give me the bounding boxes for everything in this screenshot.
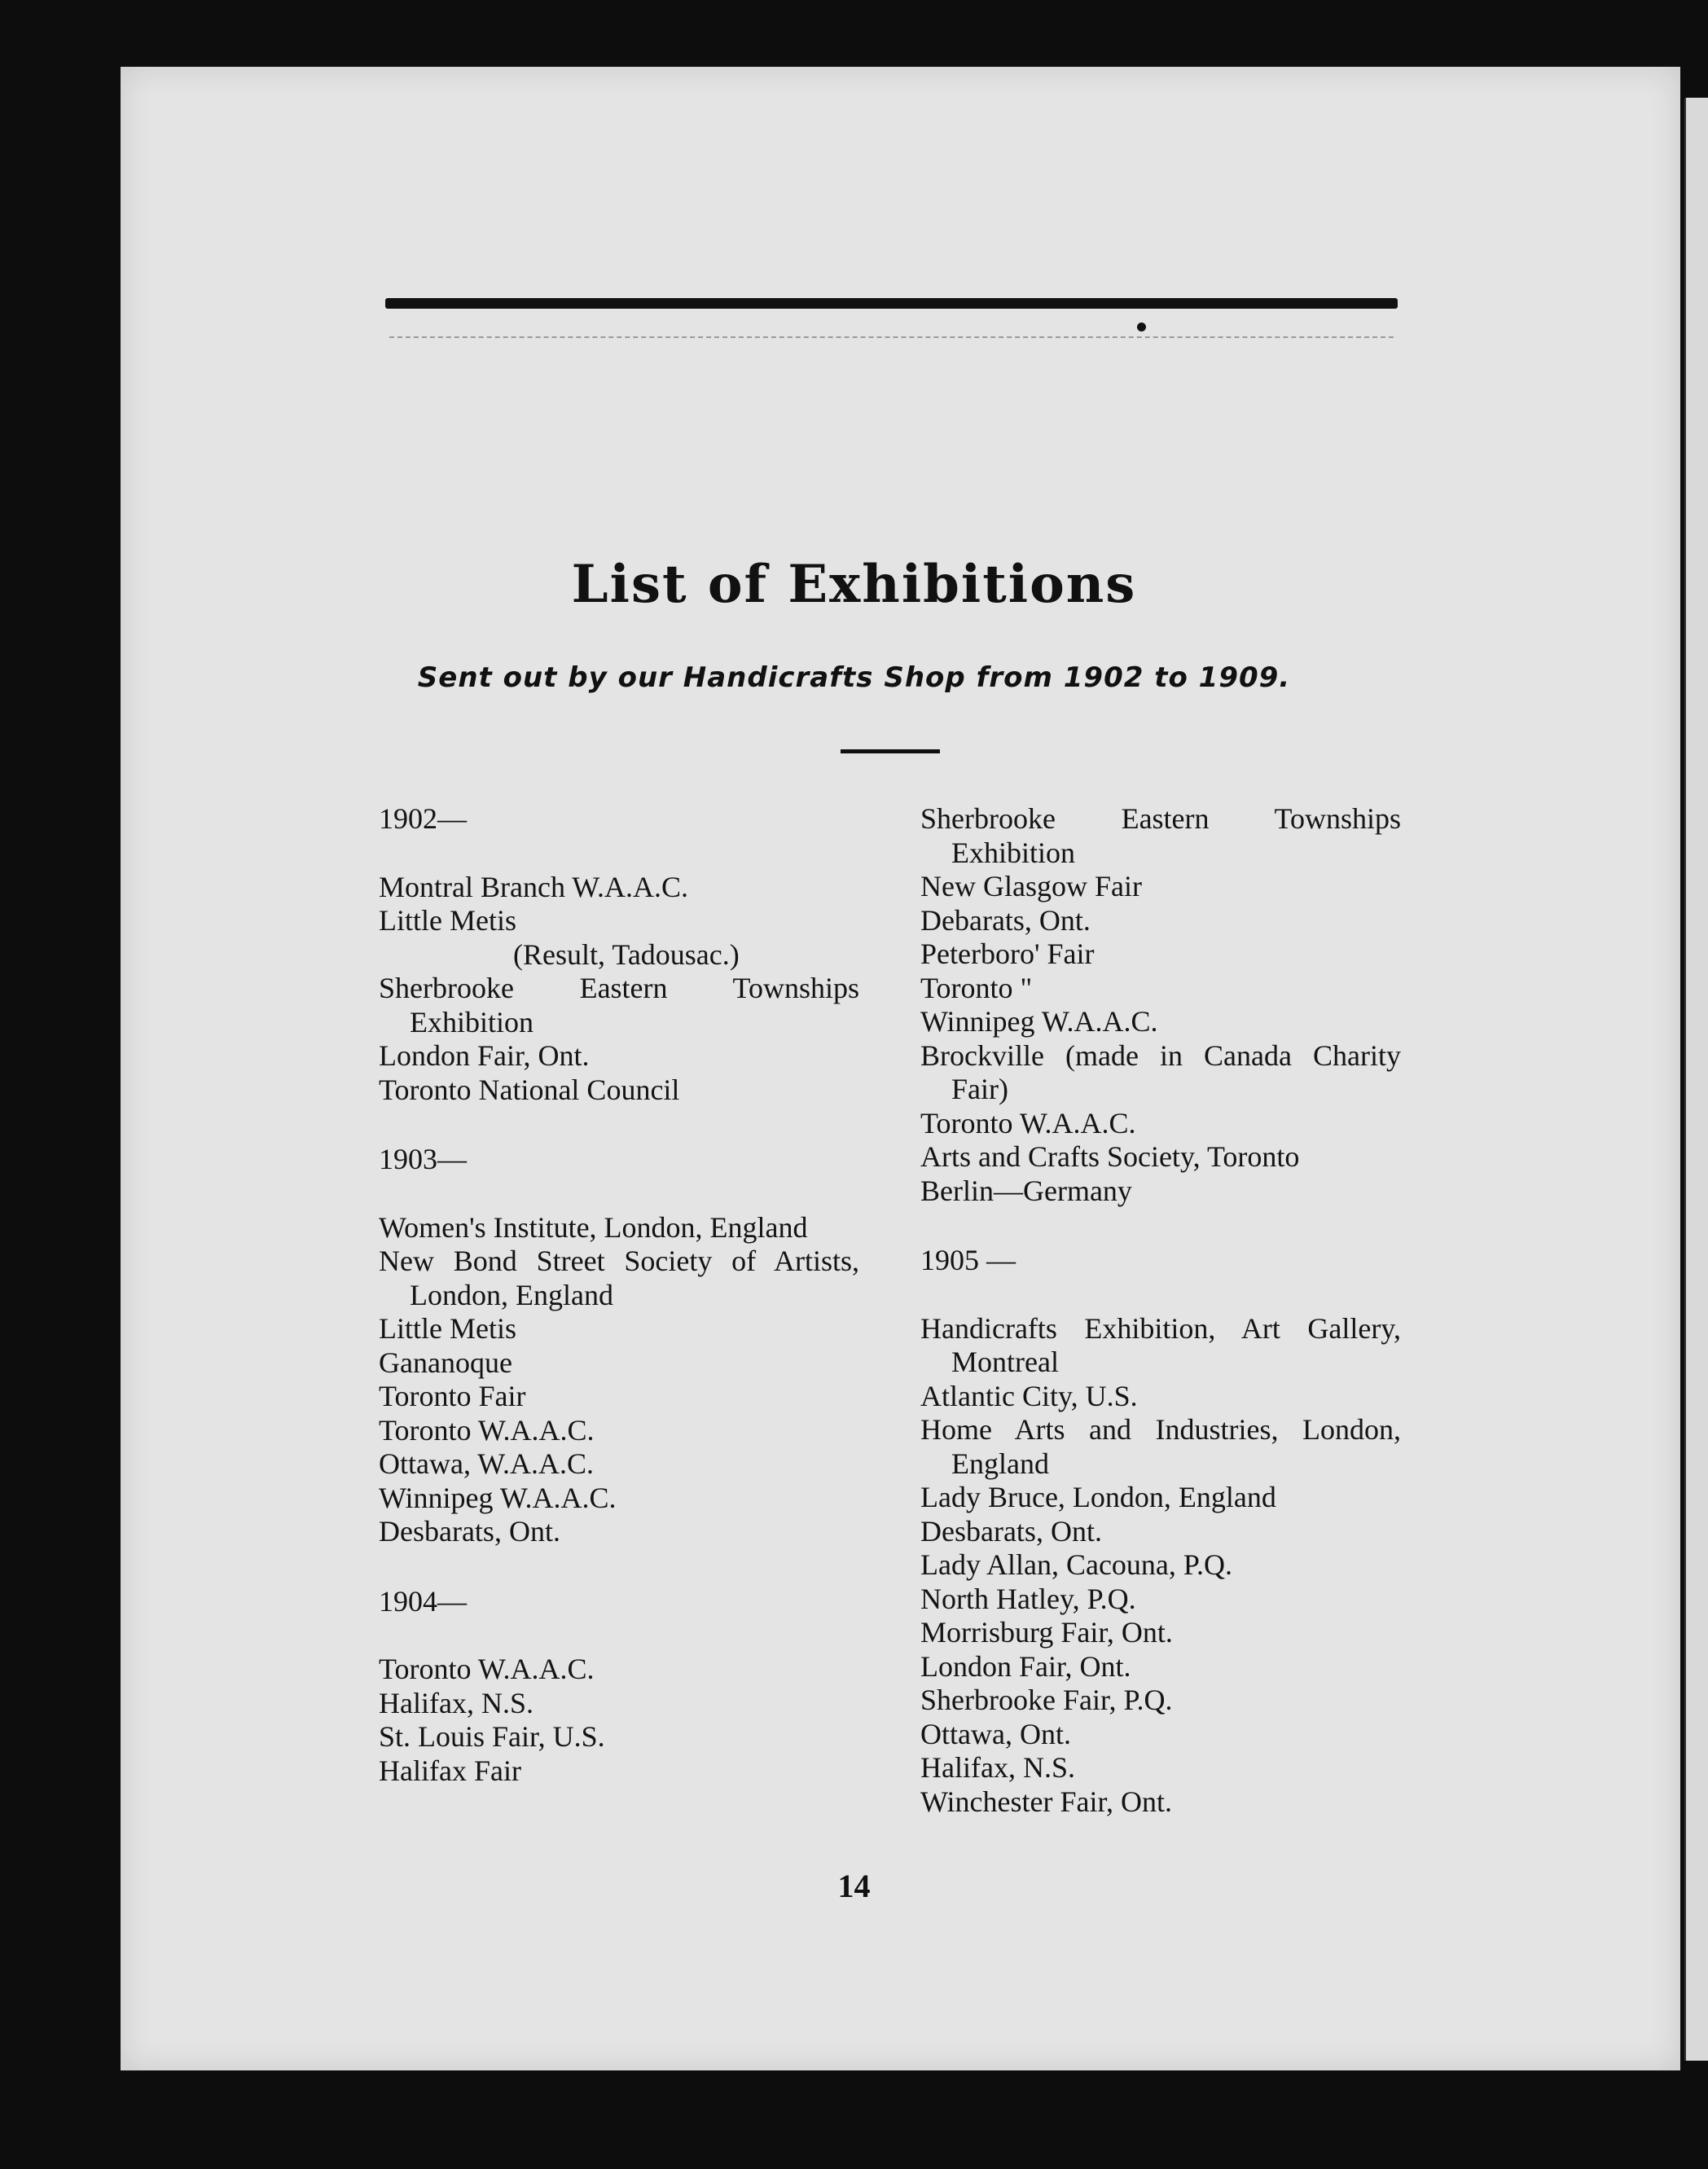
year-heading: 1904— xyxy=(379,1584,467,1618)
list-item: St. Louis Fair, U.S. xyxy=(379,1720,605,1753)
page-subtitle: Sent out by our Handicrafts Shop from 1902 to 1909. xyxy=(417,661,1291,694)
list-item: Lady Bruce, London, England xyxy=(920,1481,1276,1513)
list-item: Toronto W.A.A.C. xyxy=(379,1653,595,1685)
header-rule-dot xyxy=(1137,323,1146,331)
title-divider xyxy=(841,749,940,753)
list-item: (Result, Tadousac.) xyxy=(513,937,740,971)
header-rule-thick xyxy=(385,298,1398,309)
year-group-1904 xyxy=(379,1585,859,1789)
list-item: Ottawa, W.A.A.C. xyxy=(379,1447,594,1480)
list-item: Morrisburg Fair, Ont. xyxy=(920,1616,1173,1649)
list-item: Toronto Fair xyxy=(379,1380,526,1412)
list-item: Home Arts and Industries, London, England xyxy=(920,1413,1401,1480)
list-item: Winchester Fair, Ont. xyxy=(920,1785,1173,1818)
year-heading: 1902— xyxy=(379,802,467,835)
list-item: Handicrafts Exhibition, Art Gallery, Montreal xyxy=(920,1311,1401,1378)
list-item: Montral Branch W.A.A.C. xyxy=(379,870,688,903)
year-group-1902 xyxy=(379,802,859,1107)
list-item: Women's Institute, London, England xyxy=(379,1210,808,1244)
list-item: Desbarats, Ont. xyxy=(379,1515,560,1548)
year-group-1904-continued xyxy=(920,802,1401,1208)
list-item: London Fair, Ont. xyxy=(920,1649,1131,1683)
list-item: Berlin—Germany xyxy=(920,1174,1132,1207)
year-heading: 1905 — xyxy=(920,1244,1016,1276)
year-group-1903 xyxy=(379,1143,859,1549)
list-item: Toronto National Council xyxy=(379,1073,680,1106)
list-item: New Glasgow Fair xyxy=(920,870,1142,902)
list-item: Gananoque xyxy=(379,1346,512,1379)
list-item: Toronto " xyxy=(920,971,1033,1004)
document-page xyxy=(121,67,1680,2070)
next-page-edge xyxy=(1684,98,1708,2061)
list-item: New Bond Street Society of Artists, London, England xyxy=(379,1245,859,1311)
list-item: Arts and Crafts Society, Toronto xyxy=(920,1140,1300,1173)
page-title: List of Exhibitions xyxy=(571,554,1137,615)
list-item: Sherbrooke Fair, P.Q. xyxy=(920,1684,1173,1716)
list-item: North Hatley, P.Q. xyxy=(920,1582,1136,1615)
list-item: Halifax Fair xyxy=(379,1754,521,1787)
list-item: Winnipeg W.A.A.C. xyxy=(379,1481,617,1514)
right-column xyxy=(920,802,1401,1855)
list-item: Halifax, N.S. xyxy=(379,1686,533,1719)
list-item: Winnipeg W.A.A.C. xyxy=(920,1005,1158,1038)
year-heading: 1903— xyxy=(379,1143,467,1175)
list-item: Little Metis xyxy=(379,904,516,937)
list-item: Toronto W.A.A.C. xyxy=(379,1413,595,1447)
list-item: Sherbrooke Eastern Townships Exhibition xyxy=(379,972,859,1038)
list-item: Desbarats, Ont. xyxy=(920,1514,1102,1548)
list-item: Toronto W.A.A.C. xyxy=(920,1106,1136,1139)
list-item: Lady Allan, Cacouna, P.Q. xyxy=(920,1548,1232,1581)
list-item: Atlantic City, U.S. xyxy=(920,1379,1138,1412)
header-rule-thin xyxy=(389,336,1394,338)
list-item: Ottawa, Ont. xyxy=(920,1717,1071,1750)
list-item: Halifax, N.S. xyxy=(920,1751,1075,1784)
list-item: Brockville (made in Canada Charity Fair) xyxy=(920,1038,1401,1105)
year-group-1905 xyxy=(920,1244,1401,1819)
list-item: Sherbrooke Eastern Townships Exhibition xyxy=(920,802,1401,869)
left-column xyxy=(379,802,859,1824)
list-item: Little Metis xyxy=(379,1312,516,1345)
list-item: Peterboro' Fair xyxy=(920,937,1095,970)
list-item: Debarats, Ont. xyxy=(920,903,1091,937)
page-number: 14 xyxy=(837,1868,871,1904)
list-item: London Fair, Ont. xyxy=(379,1039,590,1072)
